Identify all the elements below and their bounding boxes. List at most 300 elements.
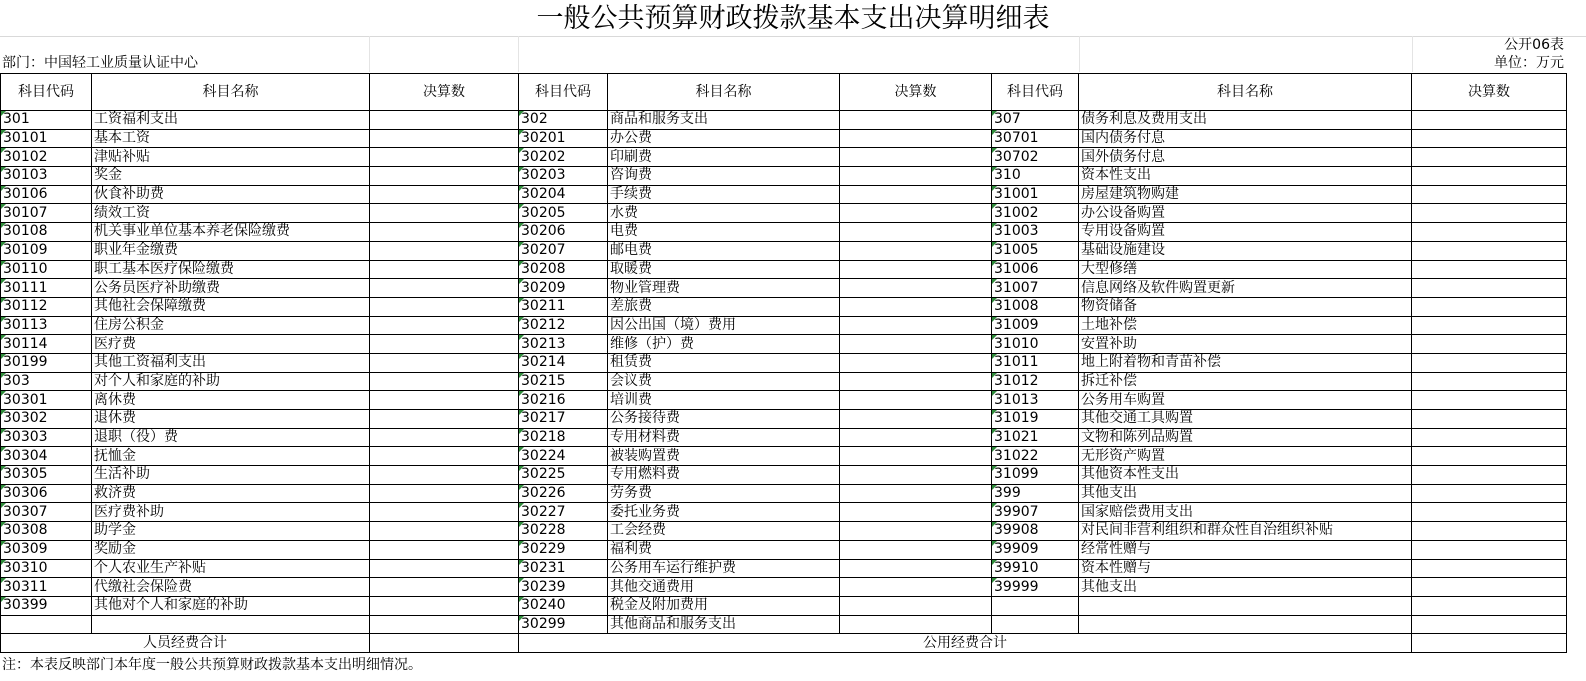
cell-code-3[interactable]: 31005	[992, 241, 1079, 260]
table-row	[1, 129, 1567, 148]
cell-name-3[interactable]: 其他支出	[1079, 578, 1412, 597]
grid-line	[1412, 36, 1413, 72]
cell-amount-3[interactable]	[1412, 596, 1567, 615]
cell-name-1[interactable]: 对个人和家庭的补助	[92, 372, 370, 391]
cell-name-3[interactable]: 国家赔偿费用支出	[1079, 503, 1412, 522]
cell-code-2[interactable]: 30206	[519, 223, 608, 242]
cell-name-1[interactable]: 职工基本医疗保险缴费	[92, 260, 370, 279]
cell-amount-2[interactable]	[840, 447, 992, 466]
cell-amount-3[interactable]	[1412, 578, 1567, 597]
table-row	[1, 578, 1567, 597]
cell-amount-1[interactable]	[370, 615, 519, 634]
cell-name-2[interactable]: 维修（护）费	[608, 335, 840, 354]
cell-amount-3[interactable]	[1412, 559, 1567, 578]
cell-name-2[interactable]: 取暖费	[608, 260, 840, 279]
cell-amount-2[interactable]	[840, 410, 992, 429]
cell-amount-1[interactable]	[370, 410, 519, 429]
table-row	[1, 279, 1567, 298]
header-amount-1: 决算数	[370, 74, 519, 111]
cell-name-3[interactable]: 其他交通工具购置	[1079, 410, 1412, 429]
cell-code-1[interactable]: 30199	[1, 353, 92, 372]
cell-code-2[interactable]: 30202	[519, 148, 608, 167]
cell-amount-2[interactable]	[840, 185, 992, 204]
cell-amount-2[interactable]	[840, 297, 992, 316]
cell-amount-2[interactable]	[840, 559, 992, 578]
cell-name-3[interactable]: 大型修缮	[1079, 260, 1412, 279]
cell-name-1[interactable]: 退休费	[92, 410, 370, 429]
cell-code-1[interactable]: 30301	[1, 391, 92, 410]
grid-line	[369, 36, 370, 72]
cell-name-1[interactable]: 伙食补助费	[92, 185, 370, 204]
cell-name-3[interactable]: 物资储备	[1079, 297, 1412, 316]
table-row	[1, 522, 1567, 541]
cell-amount-1[interactable]	[370, 279, 519, 298]
cell-code-3[interactable]: 39909	[992, 540, 1079, 559]
cell-name-1[interactable]: 津贴补贴	[92, 148, 370, 167]
cell-name-2[interactable]: 被装购置费	[608, 447, 840, 466]
cell-code-1[interactable]: 30306	[1, 484, 92, 503]
cell-name-1[interactable]: 退职（役）费	[92, 428, 370, 447]
cell-amount-1[interactable]	[370, 428, 519, 447]
public-total-value[interactable]	[1412, 634, 1567, 653]
cell-code-2[interactable]: 30239	[519, 578, 608, 597]
cell-name-3[interactable]: 办公设备购置	[1079, 204, 1412, 223]
cell-amount-3[interactable]	[1412, 428, 1567, 447]
personnel-total-label[interactable]: 人员经费合计	[1, 634, 370, 653]
grid-line	[518, 36, 519, 72]
table-row	[1, 484, 1567, 503]
cell-code-2[interactable]: 30299	[519, 615, 608, 634]
cell-amount-1[interactable]	[370, 559, 519, 578]
cell-name-3[interactable]: 公务用车购置	[1079, 391, 1412, 410]
cell-amount-3[interactable]	[1412, 615, 1567, 634]
cell-name-1[interactable]: 奖金	[92, 167, 370, 186]
cell-code-1[interactable]: 30106	[1, 185, 92, 204]
cell-code-1[interactable]: 303	[1, 372, 92, 391]
cell-code-1[interactable]: 30110	[1, 260, 92, 279]
unit-label: 单位：万元	[1494, 55, 1564, 71]
cell-name-2[interactable]: 委托业务费	[608, 503, 840, 522]
cell-amount-2[interactable]	[840, 316, 992, 335]
table-row	[1, 335, 1567, 354]
cell-code-1[interactable]: 30307	[1, 503, 92, 522]
cell-amount-3[interactable]	[1412, 522, 1567, 541]
cell-amount-1[interactable]	[370, 447, 519, 466]
cell-code-1[interactable]: 30102	[1, 148, 92, 167]
personnel-total-value[interactable]	[370, 634, 519, 653]
cell-code-1[interactable]: 30309	[1, 540, 92, 559]
table-row	[1, 391, 1567, 410]
cell-code-3[interactable]	[992, 596, 1079, 615]
cell-name-3[interactable]: 其他资本性支出	[1079, 466, 1412, 485]
cell-code-1[interactable]: 30108	[1, 223, 92, 242]
cell-code-1[interactable]: 30302	[1, 410, 92, 429]
cell-code-3[interactable]: 30702	[992, 148, 1079, 167]
cell-amount-3[interactable]	[1412, 466, 1567, 485]
cell-amount-2[interactable]	[840, 279, 992, 298]
cell-name-1[interactable]: 抚恤金	[92, 447, 370, 466]
cell-amount-2[interactable]	[840, 615, 992, 634]
title-divider	[0, 36, 1586, 37]
cell-name-1[interactable]: 医疗费补助	[92, 503, 370, 522]
cell-name-2[interactable]: 其他商品和服务支出	[608, 615, 840, 634]
cell-name-2[interactable]: 公务用车运行维护费	[608, 559, 840, 578]
cell-code-2[interactable]: 30231	[519, 559, 608, 578]
grid-line	[1079, 36, 1080, 72]
cell-amount-3[interactable]	[1412, 410, 1567, 429]
cell-name-3[interactable]: 拆迁补偿	[1079, 372, 1412, 391]
cell-amount-1[interactable]	[370, 466, 519, 485]
cell-name-2[interactable]: 劳务费	[608, 484, 840, 503]
cell-name-1[interactable]: 医疗费	[92, 335, 370, 354]
cell-name-2[interactable]: 专用材料费	[608, 428, 840, 447]
cell-amount-3[interactable]	[1412, 148, 1567, 167]
cell-name-1[interactable]: 救济费	[92, 484, 370, 503]
cell-name-2[interactable]: 会议费	[608, 372, 840, 391]
cell-name-3[interactable]: 债务利息及费用支出	[1079, 111, 1412, 130]
expenditure-table	[0, 73, 1567, 653]
table-row	[1, 615, 1567, 634]
header-name-2: 科目名称	[608, 74, 840, 111]
cell-name-2[interactable]: 工会经费	[608, 522, 840, 541]
cell-name-1[interactable]: 离休费	[92, 391, 370, 410]
cell-name-3[interactable]: 其他支出	[1079, 484, 1412, 503]
cell-name-1[interactable]: 绩效工资	[92, 204, 370, 223]
cell-code-2[interactable]: 30228	[519, 522, 608, 541]
cell-name-1[interactable]: 基本工资	[92, 129, 370, 148]
public-total-label[interactable]: 公用经费合计	[519, 634, 1412, 653]
cell-name-2[interactable]: 手续费	[608, 185, 840, 204]
cell-name-1[interactable]: 生活补助	[92, 466, 370, 485]
cell-amount-2[interactable]	[840, 241, 992, 260]
cell-code-2[interactable]: 30207	[519, 241, 608, 260]
cell-name-2[interactable]: 差旅费	[608, 297, 840, 316]
cell-amount-1[interactable]	[370, 185, 519, 204]
cell-code-3[interactable]: 39999	[992, 578, 1079, 597]
cell-name-1[interactable]: 机关事业单位基本养老保险缴费	[92, 223, 370, 242]
cell-amount-2[interactable]	[840, 484, 992, 503]
cell-name-1[interactable]: 个人农业生产补贴	[92, 559, 370, 578]
cell-code-1[interactable]: 30308	[1, 522, 92, 541]
cell-code-2[interactable]: 30212	[519, 316, 608, 335]
cell-amount-2[interactable]	[840, 223, 992, 242]
cell-name-1[interactable]: 奖励金	[92, 540, 370, 559]
cell-amount-2[interactable]	[840, 578, 992, 597]
cell-amount-3[interactable]	[1412, 503, 1567, 522]
department-label: 部门：中国轻工业质量认证中心	[2, 55, 198, 71]
cell-code-2[interactable]: 30208	[519, 260, 608, 279]
cell-code-2[interactable]: 30224	[519, 447, 608, 466]
table-row	[1, 503, 1567, 522]
cell-amount-3[interactable]	[1412, 167, 1567, 186]
cell-amount-3[interactable]	[1412, 484, 1567, 503]
table-row	[1, 260, 1567, 279]
header-code-2: 科目代码	[519, 74, 608, 111]
cell-code-1[interactable]: 30399	[1, 596, 92, 615]
cell-code-3[interactable]: 39907	[992, 503, 1079, 522]
cell-name-1[interactable]: 其他对个人和家庭的补助	[92, 596, 370, 615]
cell-name-2[interactable]: 税金及附加费用	[608, 596, 840, 615]
cell-code-3[interactable]: 399	[992, 484, 1079, 503]
cell-code-3[interactable]: 30701	[992, 129, 1079, 148]
table-row	[1, 297, 1567, 316]
cell-code-3[interactable]: 31099	[992, 466, 1079, 485]
cell-name-3[interactable]: 土地补偿	[1079, 316, 1412, 335]
cell-amount-2[interactable]	[840, 111, 992, 130]
cell-amount-1[interactable]	[370, 353, 519, 372]
cell-code-3[interactable]	[992, 615, 1079, 634]
cell-amount-1[interactable]	[370, 596, 519, 615]
table-row	[1, 447, 1567, 466]
cell-name-3[interactable]: 国外债务付息	[1079, 148, 1412, 167]
cell-code-2[interactable]: 30213	[519, 335, 608, 354]
cell-code-1[interactable]: 30114	[1, 335, 92, 354]
table-row	[1, 111, 1567, 130]
cell-code-3[interactable]: 31007	[992, 279, 1079, 298]
cell-amount-1[interactable]	[370, 578, 519, 597]
cell-amount-1[interactable]	[370, 148, 519, 167]
header-code-3: 科目代码	[992, 74, 1079, 111]
cell-name-2[interactable]: 商品和服务支出	[608, 111, 840, 130]
cell-amount-3[interactable]	[1412, 241, 1567, 260]
table-row	[1, 353, 1567, 372]
cell-amount-2[interactable]	[840, 148, 992, 167]
cell-amount-1[interactable]	[370, 522, 519, 541]
cell-code-2[interactable]: 30214	[519, 353, 608, 372]
cell-amount-1[interactable]	[370, 129, 519, 148]
table-row	[1, 316, 1567, 335]
cell-amount-3[interactable]	[1412, 391, 1567, 410]
totals-row	[1, 634, 1567, 653]
cell-code-1[interactable]: 301	[1, 111, 92, 130]
cell-name-2[interactable]: 咨询费	[608, 167, 840, 186]
cell-name-3[interactable]	[1079, 596, 1412, 615]
table-row	[1, 596, 1567, 615]
cell-code-3[interactable]: 31013	[992, 391, 1079, 410]
cell-amount-1[interactable]	[370, 335, 519, 354]
cell-code-1[interactable]: 30310	[1, 559, 92, 578]
cell-amount-1[interactable]	[370, 372, 519, 391]
cell-code-1[interactable]: 30113	[1, 316, 92, 335]
cell-code-3[interactable]: 31009	[992, 316, 1079, 335]
cell-name-1[interactable]: 其他社会保障缴费	[92, 297, 370, 316]
cell-code-2[interactable]: 30218	[519, 428, 608, 447]
cell-amount-1[interactable]	[370, 540, 519, 559]
cell-amount-1[interactable]	[370, 391, 519, 410]
cell-amount-3[interactable]	[1412, 223, 1567, 242]
cell-amount-2[interactable]	[840, 204, 992, 223]
cell-name-2[interactable]: 邮电费	[608, 241, 840, 260]
cell-code-3[interactable]: 31012	[992, 372, 1079, 391]
cell-code-1[interactable]: 30109	[1, 241, 92, 260]
cell-code-1[interactable]: 30305	[1, 466, 92, 485]
cell-code-2[interactable]: 30215	[519, 372, 608, 391]
cell-code-2[interactable]: 30203	[519, 167, 608, 186]
cell-code-2[interactable]: 30229	[519, 540, 608, 559]
table-body	[1, 111, 1567, 634]
cell-name-3[interactable]: 资本性赠与	[1079, 559, 1412, 578]
cell-name-2[interactable]: 印刷费	[608, 148, 840, 167]
cell-name-3[interactable]: 资本性支出	[1079, 167, 1412, 186]
table-row	[1, 559, 1567, 578]
cell-name-3[interactable]: 对民间非营利组织和群众性自治组织补贴	[1079, 522, 1412, 541]
cell-amount-3[interactable]	[1412, 316, 1567, 335]
cell-code-2[interactable]: 30217	[519, 410, 608, 429]
table-row	[1, 410, 1567, 429]
cell-name-3[interactable]: 安置补助	[1079, 335, 1412, 354]
table-row	[1, 223, 1567, 242]
cell-code-3[interactable]: 39910	[992, 559, 1079, 578]
cell-name-1[interactable]: 其他工资福利支出	[92, 353, 370, 372]
table-row	[1, 185, 1567, 204]
header-amount-2: 决算数	[840, 74, 992, 111]
cell-name-1[interactable]: 助学金	[92, 522, 370, 541]
cell-code-2[interactable]: 30205	[519, 204, 608, 223]
cell-code-1[interactable]: 30303	[1, 428, 92, 447]
cell-code-2[interactable]: 30211	[519, 297, 608, 316]
cell-amount-1[interactable]	[370, 111, 519, 130]
cell-amount-2[interactable]	[840, 129, 992, 148]
cell-amount-3[interactable]	[1412, 204, 1567, 223]
cell-code-2[interactable]: 30216	[519, 391, 608, 410]
cell-amount-1[interactable]	[370, 167, 519, 186]
cell-name-3[interactable]: 地上附着物和青苗补偿	[1079, 353, 1412, 372]
cell-amount-1[interactable]	[370, 503, 519, 522]
cell-name-3[interactable]: 文物和陈列品购置	[1079, 428, 1412, 447]
cell-amount-3[interactable]	[1412, 279, 1567, 298]
cell-amount-3[interactable]	[1412, 540, 1567, 559]
cell-amount-1[interactable]	[370, 484, 519, 503]
cell-code-3[interactable]: 31008	[992, 297, 1079, 316]
cell-code-2[interactable]: 30227	[519, 503, 608, 522]
cell-name-2[interactable]: 水费	[608, 204, 840, 223]
cell-amount-1[interactable]	[370, 316, 519, 335]
cell-code-1[interactable]: 30304	[1, 447, 92, 466]
cell-code-1[interactable]: 30112	[1, 297, 92, 316]
cell-name-3[interactable]: 房屋建筑物购建	[1079, 185, 1412, 204]
cell-code-3[interactable]: 307	[992, 111, 1079, 130]
cell-amount-2[interactable]	[840, 391, 992, 410]
cell-name-1[interactable]: 工资福利支出	[92, 111, 370, 130]
cell-code-3[interactable]: 31001	[992, 185, 1079, 204]
cell-name-2[interactable]: 专用燃料费	[608, 466, 840, 485]
cell-amount-3[interactable]	[1412, 335, 1567, 354]
cell-name-3[interactable]	[1079, 615, 1412, 634]
cell-code-1[interactable]: 30107	[1, 204, 92, 223]
cell-code-3[interactable]: 31010	[992, 335, 1079, 354]
cell-code-3[interactable]: 31021	[992, 428, 1079, 447]
cell-amount-2[interactable]	[840, 522, 992, 541]
cell-amount-1[interactable]	[370, 204, 519, 223]
cell-name-2[interactable]: 办公费	[608, 129, 840, 148]
cell-code-1[interactable]: 30111	[1, 279, 92, 298]
cell-name-3[interactable]: 专用设备购置	[1079, 223, 1412, 242]
cell-amount-1[interactable]	[370, 297, 519, 316]
cell-code-1[interactable]: 30101	[1, 129, 92, 148]
cell-name-2[interactable]: 因公出国（境）费用	[608, 316, 840, 335]
cell-name-3[interactable]: 信息网络及软件购置更新	[1079, 279, 1412, 298]
cell-name-1[interactable]: 住房公积金	[92, 316, 370, 335]
cell-amount-3[interactable]	[1412, 111, 1567, 130]
cell-amount-3[interactable]	[1412, 260, 1567, 279]
cell-code-2[interactable]: 30209	[519, 279, 608, 298]
cell-code-3[interactable]: 31006	[992, 260, 1079, 279]
cell-code-1[interactable]: 30311	[1, 578, 92, 597]
cell-amount-2[interactable]	[840, 260, 992, 279]
cell-amount-1[interactable]	[370, 260, 519, 279]
cell-code-3[interactable]: 39908	[992, 522, 1079, 541]
cell-amount-1[interactable]	[370, 223, 519, 242]
form-number: 公开06表	[1504, 37, 1564, 53]
cell-name-2[interactable]: 电费	[608, 223, 840, 242]
cell-code-3[interactable]: 31022	[992, 447, 1079, 466]
cell-amount-3[interactable]	[1412, 185, 1567, 204]
cell-code-2[interactable]: 302	[519, 111, 608, 130]
cell-code-3[interactable]: 31011	[992, 353, 1079, 372]
cell-code-2[interactable]: 30225	[519, 466, 608, 485]
cell-amount-2[interactable]	[840, 503, 992, 522]
header-name-1: 科目名称	[92, 74, 370, 111]
cell-code-3[interactable]: 31003	[992, 223, 1079, 242]
cell-amount-2[interactable]	[840, 428, 992, 447]
cell-amount-2[interactable]	[840, 540, 992, 559]
cell-name-1[interactable]: 职业年金缴费	[92, 241, 370, 260]
table-row	[1, 241, 1567, 260]
cell-code-1[interactable]: 30103	[1, 167, 92, 186]
cell-amount-2[interactable]	[840, 335, 992, 354]
table-row	[1, 372, 1567, 391]
cell-code-3[interactable]: 310	[992, 167, 1079, 186]
cell-name-2[interactable]: 培训费	[608, 391, 840, 410]
cell-name-3[interactable]: 基础设施建设	[1079, 241, 1412, 260]
footnote: 注：本表反映部门本年度一般公共预算财政拨款基本支出明细情况。	[2, 657, 422, 673]
header-amount-3: 决算数	[1412, 74, 1567, 111]
cell-amount-2[interactable]	[840, 353, 992, 372]
cell-amount-1[interactable]	[370, 241, 519, 260]
cell-amount-3[interactable]	[1412, 447, 1567, 466]
cell-name-2[interactable]: 物业管理费	[608, 279, 840, 298]
cell-amount-3[interactable]	[1412, 129, 1567, 148]
cell-amount-2[interactable]	[840, 372, 992, 391]
cell-code-2[interactable]: 30240	[519, 596, 608, 615]
cell-name-2[interactable]: 公务接待费	[608, 410, 840, 429]
cell-amount-2[interactable]	[840, 167, 992, 186]
cell-code-2[interactable]: 30204	[519, 185, 608, 204]
cell-name-1[interactable]	[92, 615, 370, 634]
cell-amount-3[interactable]	[1412, 372, 1567, 391]
cell-name-2[interactable]: 租赁费	[608, 353, 840, 372]
cell-amount-2[interactable]	[840, 466, 992, 485]
cell-code-2[interactable]: 30201	[519, 129, 608, 148]
cell-code-1[interactable]	[1, 615, 92, 634]
cell-amount-3[interactable]	[1412, 353, 1567, 372]
cell-amount-3[interactable]	[1412, 297, 1567, 316]
cell-name-3[interactable]: 无形资产购置	[1079, 447, 1412, 466]
cell-name-1[interactable]: 代缴社会保险费	[92, 578, 370, 597]
cell-name-3[interactable]: 经常性赠与	[1079, 540, 1412, 559]
table-row	[1, 167, 1567, 186]
cell-code-3[interactable]: 31019	[992, 410, 1079, 429]
page-title: 一般公共预算财政拨款基本支出决算明细表	[536, 3, 1050, 34]
cell-code-3[interactable]: 31002	[992, 204, 1079, 223]
table-row	[1, 428, 1567, 447]
cell-name-2[interactable]: 其他交通费用	[608, 578, 840, 597]
cell-name-2[interactable]: 福利费	[608, 540, 840, 559]
cell-name-1[interactable]: 公务员医疗补助缴费	[92, 279, 370, 298]
cell-amount-2[interactable]	[840, 596, 992, 615]
cell-code-2[interactable]: 30226	[519, 484, 608, 503]
cell-name-3[interactable]: 国内债务付息	[1079, 129, 1412, 148]
